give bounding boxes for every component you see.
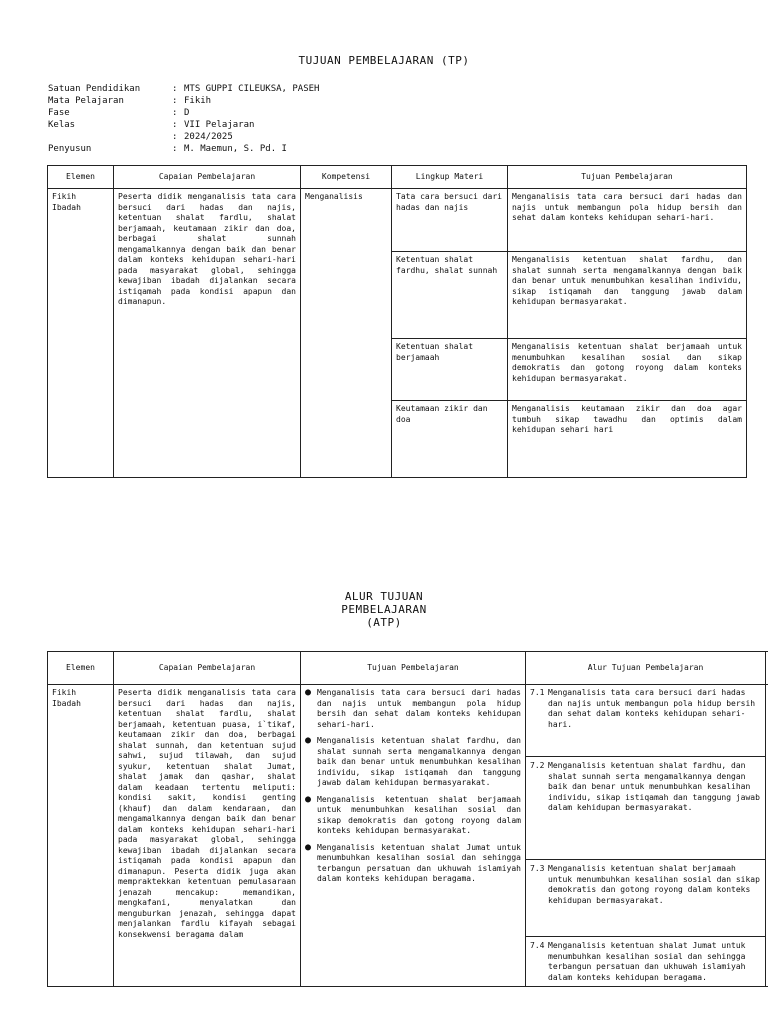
alur-text: Menganalisis tata cara bersuci dari hadas dan najis untuk membangun pola hidup bersih dan sehat dalam konteks kehidupan sehari-hari.: [548, 688, 756, 729]
tujuan-text: Menganalisis ketentuan shalat berjamaah untuk menumbuhkan kesalihan sosial dan sikap demokratis dan gotong royong dalam konteks kehidupan bermasyarakat.: [317, 794, 521, 835]
meta-row-penyusun: Penyusun : M. Maemun, S. Pd. I: [48, 144, 287, 154]
list-item: [305, 736, 521, 789]
tujuan-cell: [301, 685, 526, 987]
column-header: Tujuan Pembelajaran: [301, 652, 526, 685]
lingkup-cell: Tata cara bersuci dari hadas dan najis: [392, 189, 508, 252]
alur-text: Menganalisis ketentuan shalat fardhu, dan shalat sunnah serta mengamalkannya dengan baik dan benar untuk menumbuhkan kesalihan individu, sikap istiqamah dan tanggung jawab dalam kehidupan bermasyarakat.: [548, 761, 760, 812]
bullet-icon: ●: [305, 793, 312, 805]
elemen-cell: Fikih Ibadah: [48, 685, 114, 987]
meta-row-tahun: : 2024/2025: [48, 131, 319, 143]
meta-value: M. Maemun, S. Pd. I: [184, 144, 287, 154]
tujuan-text: Menganalisis ketentuan shalat fardhu, dan shalat sunnah serta mengamalkannya dengan baik dan benar untuk menumbuhkan kesalihan individu, sikap istiqamah dan tanggung jawab dalam kehidupan bermasyarakat.: [317, 736, 521, 787]
meta-value: MTS GUPPI CILEUKSA, PASEH: [184, 84, 320, 94]
kompetensi-cell: Menganalisis: [301, 189, 392, 478]
bullet-icon: ●: [305, 687, 312, 698]
column-header: Elemen: [48, 166, 114, 189]
tujuan-cell: Menganalisis tata cara bersuci dari hadas dan najis untuk membangun pola hidup bersih dan sehat dalam konteks kehidupan sehari-hari.: [508, 189, 747, 252]
list-item: [530, 761, 761, 853]
table-header-row: [48, 652, 768, 685]
tujuan-cell: Menganalisis ketentuan shalat fardhu, dan shalat sunnah serta mengamalkannya dengan baik dan benar untuk menumbuhkan kesalihan individu, sikap istiqamah dan tanggung jawab dalam kehidupan bermasyarakat.: [508, 252, 747, 339]
atp-table: [47, 651, 768, 987]
alur-number: 7.3: [530, 864, 545, 873]
elemen-cell: Fikih Ibadah: [48, 189, 114, 478]
list-item: [530, 688, 761, 750]
meta-row-satuan: Satuan Pendidikan : MTS GUPPI CILEUKSA, PASEH: [48, 84, 320, 94]
meta-value: D: [184, 108, 190, 118]
atp-title-line: ALUR TUJUAN: [344, 590, 424, 603]
meta-label: [48, 131, 172, 143]
meta-label: Satuan Pendidikan: [48, 84, 141, 94]
column-header: Lingkup Materi: [392, 166, 508, 189]
table-row: [48, 685, 768, 987]
document-meta: [48, 83, 319, 155]
column-header: Tujuan Pembelajaran: [508, 166, 747, 189]
meta-label: Fase: [48, 108, 70, 118]
column-header: Elemen: [48, 652, 114, 685]
bullet-icon: ●: [305, 735, 312, 746]
meta-value: Fikih: [184, 96, 212, 106]
lingkup-cell: Ketentuan shalat fardhu, shalat sunnah: [392, 252, 508, 339]
meta-label: Mata Pelajaran: [48, 96, 124, 106]
meta-row-fase: Fase : D: [48, 108, 190, 118]
alur-number: 7.4: [530, 941, 545, 950]
alur-number: 7.2: [530, 761, 545, 770]
list-item: [530, 941, 761, 983]
list-item: [305, 795, 521, 837]
meta-value: VII Pelajaran: [184, 120, 255, 130]
column-header: Alur Tujuan Pembelajaran: [526, 652, 766, 685]
tujuan-text: Menganalisis ketentuan shalat Jumat untuk menumbuhkan kesalihan sosial dan sehingga terbangun persatuan dan ukhuwah islamiyah dalam konteks kehidupan beragama.: [317, 842, 521, 883]
list-item: [305, 688, 521, 730]
meta-row-mapel: Mata Pelajaran : Fikih: [48, 96, 212, 106]
atp-title: [0, 590, 768, 629]
bullet-icon: ●: [305, 841, 312, 853]
tujuan-cell: Menganalisis ketentuan shalat berjamaah untuk menumbuhkan kesalihan sosial dan sikap demokratis dan gotong royong dalam konteks kehidupan bermasyarakat.: [508, 339, 747, 401]
alur-cell: [526, 685, 766, 987]
meta-label: Penyusun: [48, 144, 92, 154]
list-item: [530, 864, 761, 930]
tujuan-cell: Menganalisis keutamaan zikir dan doa agar tumbuh sikap tawadhu dan optimis dalam kehidupan sehari hari: [508, 401, 747, 478]
lingkup-cell: Ketentuan shalat berjamaah: [392, 339, 508, 401]
meta-value: 2024/2025: [184, 132, 233, 142]
atp-title-line: PEMBELAJARAN: [341, 603, 427, 616]
lingkup-cell: Keutamaan zikir dan doa: [392, 401, 508, 478]
alur-number: 7.1: [530, 688, 545, 697]
atp-title-line: (ATP): [366, 616, 402, 629]
list-item: [305, 843, 521, 885]
tp-title: TUJUAN PEMBELAJARAN (TP): [298, 54, 470, 67]
capaian-cell: Peserta didik menganalisis tata cara bersuci dari hadas dan najis, ketentuan shalat fardlu, shalat berjamaah, ketentuan puasa, i`tikaf, keutamaan zikir dan doa, berbagai shalat sunnah, dan ketentuan sujud sahwi, sujud tilawah, dan sujud syukur, ketentuan shalat Jumat, shalat jamak dan qashar, shalat dalam keadaan tertentu meliputi: kondisi sakit, kondisi genting (khauf) dan dalam kendaraan, dan mengamalkannya dengan baik dan benar dalam konteks kehidupan sehari-hari pada masyarakat global, sehingga kewajiban ibadah dijalankan secara istiqamah pada kondisi apapun dan dimanapun. Peserta didik juga akan mempraktekkan ketentuan pemulasaraan jenazah mencakup: memandikan, mengkafani, menyalatkan dan menguburkan jenazah, sehingga dapat menjalankan fardlu kifayah sebagai konsekwensi beragama dalam: [114, 685, 301, 987]
column-header: Capaian Pembelajaran: [114, 166, 301, 189]
column-header: Kompetensi: [301, 166, 392, 189]
alur-text: Menganalisis ketentuan shalat Jumat untuk menumbuhkan kesalihan sosial dan sehingga terbangun persatuan dan ukhuwah islamiyah dalam konteks kehidupan beragama.: [548, 941, 746, 982]
table-header-row: [48, 166, 747, 189]
meta-row-kelas: Kelas : VII Pelajaran: [48, 120, 255, 130]
tp-table: [47, 165, 747, 478]
capaian-cell: Peserta didik menganalisis tata cara bersuci dari hadas dan najis, ketentuan shalat fardlu, shalat berjamaah, keutamaan zikir dan doa, berbagai shalat sunnah mengamalkannya dengan baik dan benar dalam konteks kehidupan sehari-hari pada masyarakat global, sehingga kewajiban ibadah dijalankan secara istiqamah pada kondisi apapun dan dimanapun.: [114, 189, 301, 478]
column-header: Capaian Pembelajaran: [114, 652, 301, 685]
table-row: [48, 189, 747, 252]
tujuan-text: Menganalisis tata cara bersuci dari hadas dan najis untuk membangun pola hidup bersih dan sehat dalam konteks kehidupan sehari-hari.: [317, 688, 521, 729]
meta-label: Kelas: [48, 120, 76, 130]
alur-text: Menganalisis ketentuan shalat berjamaah untuk menumbuhkan kesalihan sosial dan sikap demokratis dan gotong royong dalam konteks kehidupan bermasyarakat.: [548, 864, 760, 905]
